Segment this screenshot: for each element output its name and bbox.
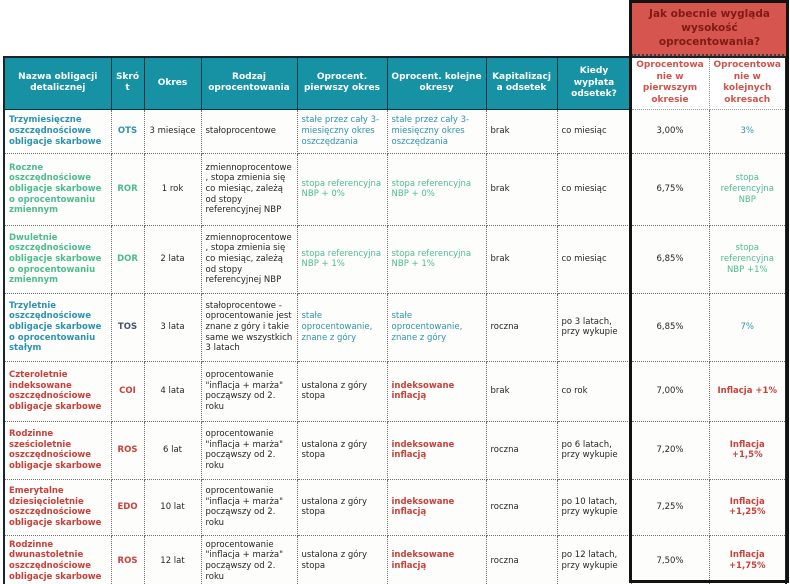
header-cell-9: Oprocentowanie w kolejnych okresach [709, 57, 786, 109]
table-cell: Roczne oszczędnościowe obligacje skarbowe o oprocentowaniu zmiennym [4, 153, 111, 225]
table-cell: co miesiąc [557, 109, 631, 153]
table-cell: ROS [111, 421, 144, 479]
bonds-table [3, 56, 787, 584]
header-cell-4: Oprocent. pierwszy okres [297, 57, 387, 109]
table-cell: brak [486, 361, 557, 421]
table-row-5 [4, 421, 786, 479]
table-cell: ustalona z góry stopa [297, 479, 387, 535]
table-cell: 7,50% [631, 535, 709, 584]
table-cell: OTS [111, 109, 144, 153]
table-cell: Trzymiesięczne oszczędnościowe obligacje skarbowe [4, 109, 111, 153]
table-row-2 [4, 225, 786, 293]
table-row-3 [4, 293, 786, 361]
table-cell: 3% [709, 109, 786, 153]
table-cell: TOS [111, 293, 144, 361]
table-cell: roczna [486, 535, 557, 584]
table-cell: ustalona z góry stopa [297, 361, 387, 421]
table-cell: stałe przez cały 3-miesięczny okres oszczędzania [297, 109, 387, 153]
table-cell: 2 lata [144, 225, 201, 293]
table-cell: EDO [111, 479, 144, 535]
table-cell: Inflacja +1,75% [709, 535, 786, 584]
header-cell-3: Rodzaj oprocentowania [201, 57, 297, 109]
table-cell: 6 lat [144, 421, 201, 479]
table-cell: stałoprocentowe - oprocentowanie jest znane z góry i takie same we wszystkich 3 latach [201, 293, 297, 361]
table-cell: stałe oprocentowanie, znane z góry [297, 293, 387, 361]
table-cell: roczna [486, 293, 557, 361]
header-row [4, 57, 786, 109]
table-cell: stałoprocentowe [201, 109, 297, 153]
header-cell-7: Kiedy wypłata odsetek? [557, 57, 631, 109]
table-cell: 6,85% [631, 293, 709, 361]
table-cell: zmiennoprocentowe, stopa zmienia się co miesiąc, zależą od stopy referencyjnej NBP [201, 153, 297, 225]
table-cell: indeksowane inflacją [387, 535, 486, 584]
table-cell: oprocentowanie "inflacja + marża" począwszy od 2. roku [201, 421, 297, 479]
table-cell: Trzyletnie oszczędnościowe obligacje skarbowe o oprocentowaniu stałym [4, 293, 111, 361]
table-cell: Rodzinne dwunastoletnie oszczędnościowe obligacje skarbowe [4, 535, 111, 584]
table-cell: stopa referencyjna NBP + 1% [297, 225, 387, 293]
table-cell: Inflacja +1,25% [709, 479, 786, 535]
table-cell: ROS [111, 535, 144, 584]
table-cell: Inflacja +1,5% [709, 421, 786, 479]
table-cell: co rok [557, 361, 631, 421]
table-cell: co miesiąc [557, 225, 631, 293]
table-row-7 [4, 535, 786, 584]
table-cell: po 6 latach, przy wykupie [557, 421, 631, 479]
header-cell-6: Kapitalizacja odsetek [486, 57, 557, 109]
bonds-table-body [4, 109, 786, 584]
table-cell: stopa referencyjna NBP + 0% [387, 153, 486, 225]
header-cell-5: Oprocent. kolejne okresy [387, 57, 486, 109]
table-cell: 7% [709, 293, 786, 361]
table-cell: Emerytalne dziesięcioletnie oszczędnościowe obligacje skarbowe [4, 479, 111, 535]
header-cell-1: Skrót [111, 57, 144, 109]
table-cell: stopa referencyjna NBP [709, 153, 786, 225]
table-cell: 3 miesiące [144, 109, 201, 153]
table-cell: ustalona z góry stopa [297, 421, 387, 479]
header-cell-2: Okres [144, 57, 201, 109]
table-cell: 7,25% [631, 479, 709, 535]
table-cell: Czteroletnie indeksowane oszczędnościowe obligacje skarbowe [4, 361, 111, 421]
table-cell: 12 lat [144, 535, 201, 584]
table-cell: Inflacja +1% [709, 361, 786, 421]
table-cell: po 3 latach, przy wykupie [557, 293, 631, 361]
table-cell: 10 lat [144, 479, 201, 535]
table-cell: 3,00% [631, 109, 709, 153]
table-cell: COI [111, 361, 144, 421]
table-row-4 [4, 361, 786, 421]
table-cell: 7,20% [631, 421, 709, 479]
table-cell: 6,75% [631, 153, 709, 225]
table-cell: 4 lata [144, 361, 201, 421]
table-cell: brak [486, 153, 557, 225]
table-cell: DOR [111, 225, 144, 293]
table-cell: ROR [111, 153, 144, 225]
table-cell: brak [486, 225, 557, 293]
table-cell: 1 rok [144, 153, 201, 225]
table-row-1 [4, 153, 786, 225]
table-cell: stopa referencyjna NBP + 0% [297, 153, 387, 225]
table-cell: po 12 latach, przy wykupie [557, 535, 631, 584]
table-cell: brak [486, 109, 557, 153]
table-cell: roczna [486, 479, 557, 535]
table-cell: indeksowane inflacją [387, 421, 486, 479]
table-cell: ustalona z góry stopa [297, 535, 387, 584]
table-cell: oprocentowanie "inflacja + marża" począwszy od 2. roku [201, 535, 297, 584]
table-cell: stopa referencyjna NBP +1% [709, 225, 786, 293]
table-cell: stałe oprocentowanie, znane z góry [387, 293, 486, 361]
table-cell: co miesiąc [557, 153, 631, 225]
table-cell: 6,85% [631, 225, 709, 293]
table-cell: oprocentowanie "inflacja + marża" począwszy od 2. roku [201, 479, 297, 535]
table-row-0 [4, 109, 786, 153]
table-cell: oprocentowanie "inflacja + marża" począwszy od 2. roku [201, 361, 297, 421]
table-cell: Dwuletnie oszczędnościowe obligacje skarbowe o oprocentowaniu zmiennym [4, 225, 111, 293]
header-cell-0: Nazwa obligacji detalicznej [4, 57, 111, 109]
current-rates-banner: Jak obecnie wygląda wysokość oprocentowania? [631, 2, 788, 56]
bonds-table-header [4, 57, 786, 109]
table-cell: stałe przez cały 3-miesięczny okres oszczędzania [387, 109, 486, 153]
table-cell: indeksowane inflacją [387, 361, 486, 421]
table-cell: zmiennoprocentowe, stopa zmienia się co miesiąc, zależą od stopy referencyjnej NBP [201, 225, 297, 293]
table-cell: 3 lata [144, 293, 201, 361]
table-row-6 [4, 479, 786, 535]
table-cell: po 10 latach, przy wykupie [557, 479, 631, 535]
header-cell-8: Oprocentowanie w pierwszym okresie [631, 57, 709, 109]
table-cell: indeksowane inflacją [387, 479, 486, 535]
table-cell: Rodzinne sześcioletnie oszczędnościowe obligacje skarbowe [4, 421, 111, 479]
table-cell: stopa referencyjna NBP + 1% [387, 225, 486, 293]
table-cell: roczna [486, 421, 557, 479]
table-cell: 7,00% [631, 361, 709, 421]
